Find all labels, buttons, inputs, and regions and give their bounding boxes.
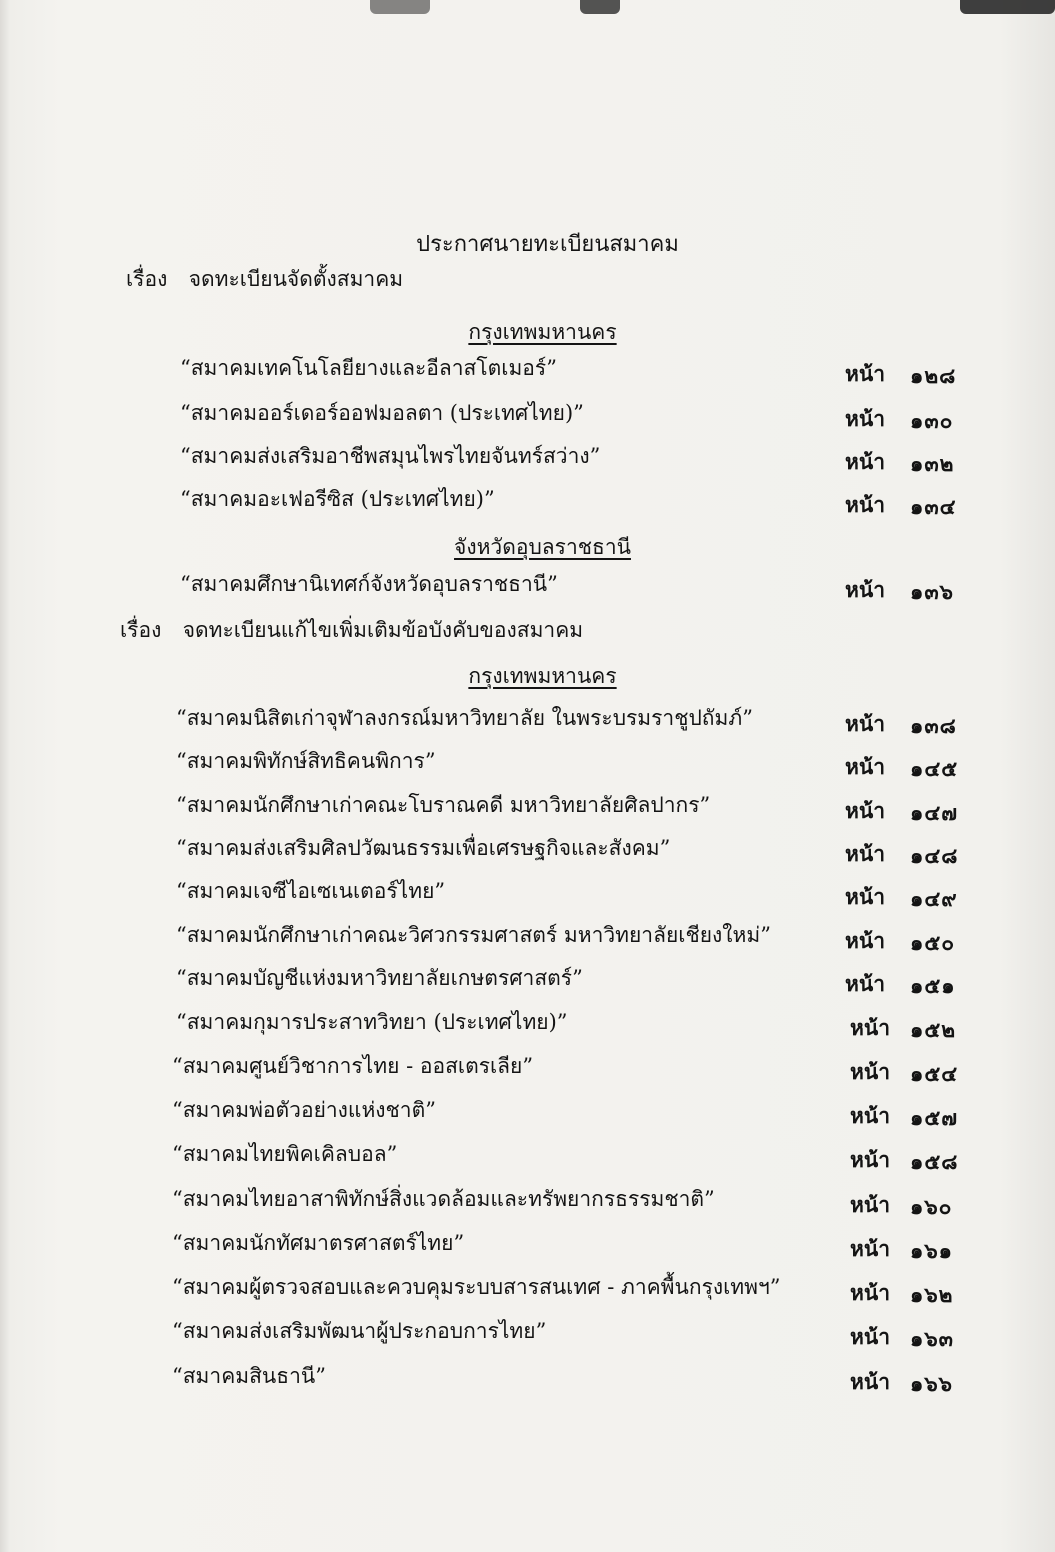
page-number: ๑๕๐ [910,930,956,955]
page-number: ๑๓๖ [910,579,955,604]
entry-name: “สมาคมอะเฟอรีซิส (ประเทศไทย)” [180,487,495,511]
page-label: หน้า [845,971,885,996]
entry-name: “สมาคมส่งเสริมศิลปวัฒนธรรมเพื่อเศรษฐกิจและสังคม” [176,836,671,860]
page-label: หน้า [850,1369,890,1394]
entry-name: “สมาคมพ่อตัวอย่างแห่งชาติ” [172,1098,436,1122]
entry-name: “สมาคมศึกษานิเทศก์จังหวัดอุบลราชธานี” [180,572,558,596]
page-number: ๑๓๘ [910,713,957,738]
entry-name: “สมาคมกุมารประสาทวิทยา (ประเทศไทย)” [176,1010,568,1034]
page-label: หน้า [845,361,885,386]
page-label: หน้า [850,1015,890,1040]
entry-name: “สมาคมเทคโนโลยียางและอีลาสโตเมอร์” [180,356,557,380]
page-number: ๑๕๗ [910,1105,959,1130]
subject-text: จดทะเบียนแก้ไขเพิ่มเติมข้อบังคับของสมาคม [182,618,584,642]
subject-label: เรื่อง [126,267,168,291]
page-number: ๑๔๙ [910,886,958,911]
page-number: ๑๕๑ [910,973,956,998]
scan-edge-shadow [370,0,430,14]
page-label: หน้า [845,841,885,866]
page-number: ๑๖๐ [910,1194,953,1219]
page-label: หน้า [845,798,885,823]
page-number: ๑๓๒ [910,451,955,476]
entry-name: “สมาคมนักทัศมาตรศาสตร์ไทย” [172,1231,465,1255]
scan-edge-shadow [580,0,620,14]
page-label: หน้า [850,1192,890,1217]
entry-name: “สมาคมเจซีไอเซเนเตอร์ไทย” [176,879,446,903]
page-number: ๑๖๖ [910,1371,953,1396]
page-label: หน้า [845,406,885,431]
page-label: หน้า [845,884,885,909]
entry-name: “สมาคมนิสิตเก่าจุฬาลงกรณ์มหาวิทยาลัย ในพระบรมราชูปถัมภ์” [176,706,753,730]
page-label: หน้า [850,1324,890,1349]
entry-name: “สมาคมส่งเสริมพัฒนาผู้ประกอบการไทย” [172,1319,547,1343]
entry-name: “สมาคมออร์เดอร์ออฟมอลตา (ประเทศไทย)” [180,401,584,425]
page-label: หน้า [845,928,885,953]
page-label: หน้า [845,449,885,474]
entry-name: “สมาคมนักศึกษาเก่าคณะโบราณคดี มหาวิทยาลัยศิลปากร” [176,793,711,817]
page-number: ๑๕๘ [910,1149,959,1174]
entry-name: “สมาคมสินธานี” [172,1364,326,1388]
page-number: ๑๔๕ [910,756,959,781]
page-number: ๑๕๔ [910,1061,959,1086]
page-number: ๑๓๐ [910,408,954,433]
page-label: หน้า [845,492,885,517]
page-label: หน้า [850,1103,890,1128]
page-number: ๑๖๑ [910,1238,953,1263]
page-label: หน้า [850,1280,890,1305]
subject-label: เรื่อง [120,618,162,642]
section-heading: กรุงเทพมหานคร [468,320,617,344]
document-title: ประกาศนายทะเบียนสมาคม [416,232,679,257]
page-number: ๑๔๘ [910,843,959,868]
page-number: ๑๒๘ [910,363,957,388]
entry-name: “สมาคมนักศึกษาเก่าคณะวิศวกรรมศาสตร์ มหาวิทยาลัยเชียงใหม่” [176,923,771,947]
entry-name: “สมาคมไทยพิคเคิลบอล” [172,1142,398,1166]
entry-name: “สมาคมศูนย์วิชาการไทย - ออสเตรเลีย” [172,1054,534,1078]
subject-line [120,614,583,647]
section-heading: กรุงเทพมหานคร [468,664,617,688]
subject-line [126,263,403,296]
page-label: หน้า [845,711,885,736]
page-label: หน้า [845,754,885,779]
page-label: หน้า [845,577,885,602]
page-label: หน้า [850,1147,890,1172]
page-number: ๑๔๗ [910,800,959,825]
section-heading: จังหวัดอุบลราชธานี [454,535,631,559]
scan-edge-shadow [960,0,1055,14]
page-number: ๑๖๓ [910,1326,955,1351]
subject-text: จดทะเบียนจัดตั้งสมาคม [188,267,404,291]
page-number: ๑๓๔ [910,494,957,519]
entry-name: “สมาคมผู้ตรวจสอบและควบคุมระบบสารสนเทศ - ภาคพื้นกรุงเทพฯ” [172,1275,781,1299]
entry-name: “สมาคมบัญชีแห่งมหาวิทยาลัยเกษตรศาสตร์” [176,966,583,990]
page-number: ๑๖๒ [910,1282,954,1307]
page-label: หน้า [850,1059,890,1084]
page-number: ๑๕๒ [910,1017,957,1042]
entry-name: “สมาคมไทยอาสาพิทักษ์สิ่งแวดล้อมและทรัพยากรธรรมชาติ” [172,1187,715,1211]
entry-name: “สมาคมส่งเสริมอาชีพสมุนไพรไทยจันทร์สว่าง” [180,444,601,468]
page-label: หน้า [850,1236,890,1261]
entry-name: “สมาคมพิทักษ์สิทธิคนพิการ” [176,749,436,773]
